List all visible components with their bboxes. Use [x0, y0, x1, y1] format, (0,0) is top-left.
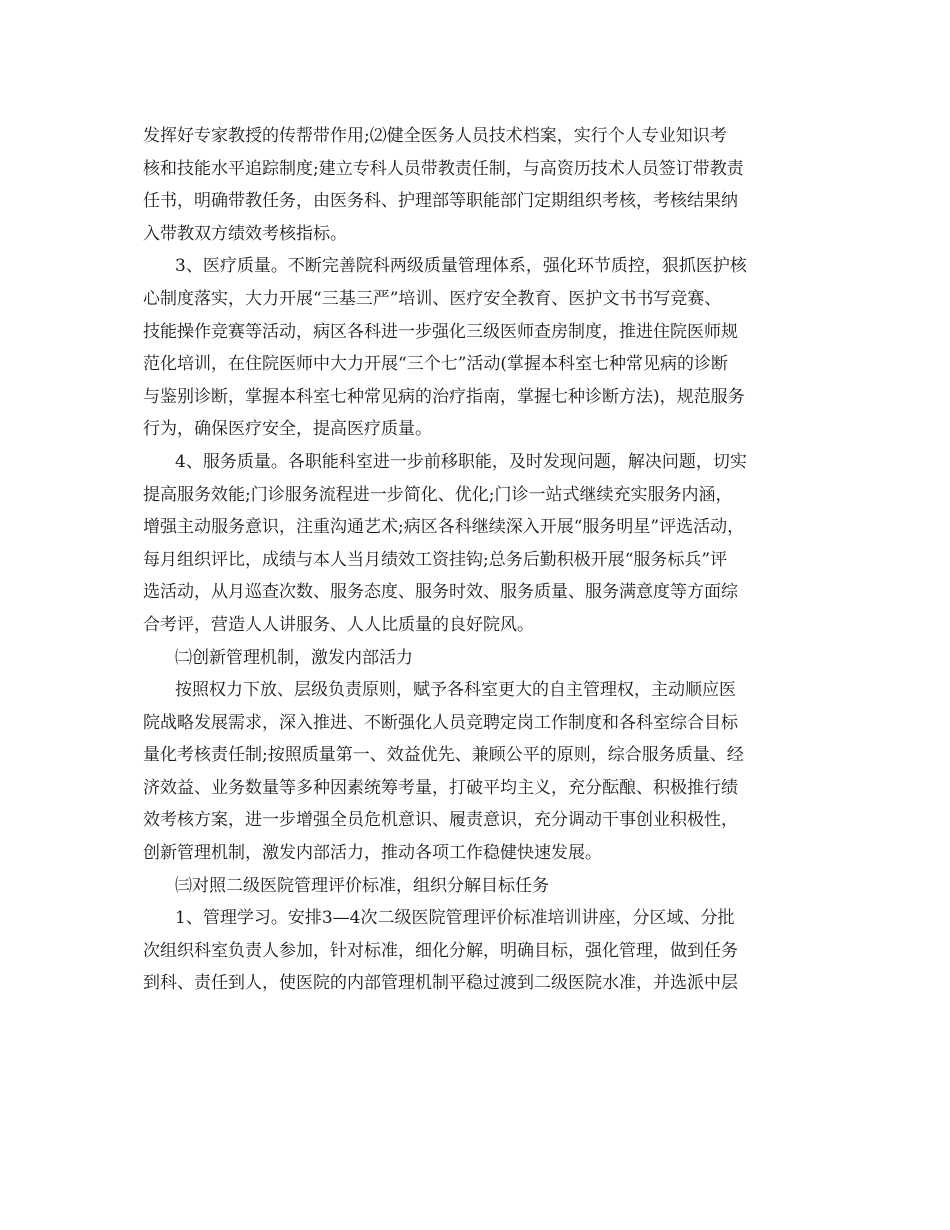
text-line: 次组织科室负责人参加，针对标准，细化分解，明确目标，强化管理，做到任务	[143, 940, 738, 961]
text-line: 院战略发展需求，深入推进、不断强化人员竞聘定岗工作制度和各科室综合目标	[143, 712, 738, 733]
text-line: 效考核方案，进一步增强全员危机意识、履责意识，充分调动干事创业积极性，	[143, 810, 738, 831]
text-line: 3、医疗质量。不断完善院科两级质量管理体系，强化环节质控，狠抓医护核	[175, 256, 747, 277]
text-line: 范化培训，在住院医师中大力开展“三个七”活动(掌握本科室七种常见病的诊断	[143, 354, 729, 375]
text-line: 入带教双方绩效考核指标。	[143, 223, 347, 244]
text-line: 核和技能水平追踪制度;建立专科人员带教责任制，与高资历技术人员签订带教责	[143, 158, 744, 179]
text-line: 到科、责任到人，使医院的内部管理机制平稳过渡到二级医院水准，并选派中层	[143, 973, 738, 994]
text-line: 量化考核责任制;按照质量第一、效益优先、兼顾公平的原则，综合服务质量、经	[143, 745, 744, 766]
text-line: 行为，确保医疗安全，提高医疗质量。	[143, 419, 432, 440]
text-line: 4、服务质量。各职能科室进一步前移职能，及时发现问题，解决问题，切实	[175, 451, 747, 472]
text-line: 心制度落实，大力开展“三基三严”培训、医疗安全教育、医护文书书写竞赛、	[143, 288, 722, 309]
text-line: 济效益、业务数量等多种因素统筹考量，打破平均主义，充分酝酿、积极推行绩	[143, 777, 738, 798]
text-line: 1、管理学习。安排3—4次二级医院管理评价标准培训讲座，分区域、分批	[175, 908, 735, 929]
text-line: 任书，明确带教任务，由医务科、护理部等职能部门定期组织考核，考核结果纳	[143, 191, 738, 212]
text-line: 创新管理机制，激发内部活力，推动各项工作稳健快速发展。	[143, 843, 602, 864]
text-line: 每月组织评比，成绩与本人当月绩效工资挂钩;总务后勤积极开展“服务标兵”评	[143, 549, 728, 570]
text-line: 按照权力下放、层级负责原则，赋予各科室更大的自主管理权，主动顺应医	[175, 680, 736, 701]
text-line: ㈡创新管理机制，激发内部活力	[175, 647, 413, 668]
text-line: ㈢对照二级医院管理评价标准，组织分解目标任务	[175, 875, 549, 896]
text-line: 技能操作竞赛等活动，病区各科进一步强化三级医师查房制度，推进住院医师规	[143, 321, 738, 342]
text-line: 提高服务效能;门诊服务流程进一步简化、优化;门诊一站式继续充实服务内涵，	[143, 484, 733, 505]
text-line: 增强主动服务意识，注重沟通艺术;病区各科继续深入开展“服务明星”评选活动，	[143, 517, 745, 538]
text-line: 选活动，从月巡查次数、服务态度、服务时效、服务质量、服务满意度等方面综	[143, 582, 738, 603]
document-body	[143, 120, 825, 1000]
text-line: 发挥好专家教授的传帮带作用;⑵健全医务人员技术档案，实行个人专业知识考	[143, 126, 727, 146]
text-line: 合考评，营造人人讲服务、人人比质量的良好院风。	[143, 614, 534, 635]
text-line: 与鉴别诊断，掌握本科室七种常见病的治疗指南，掌握七种诊断方法)，规范服务	[143, 386, 745, 407]
